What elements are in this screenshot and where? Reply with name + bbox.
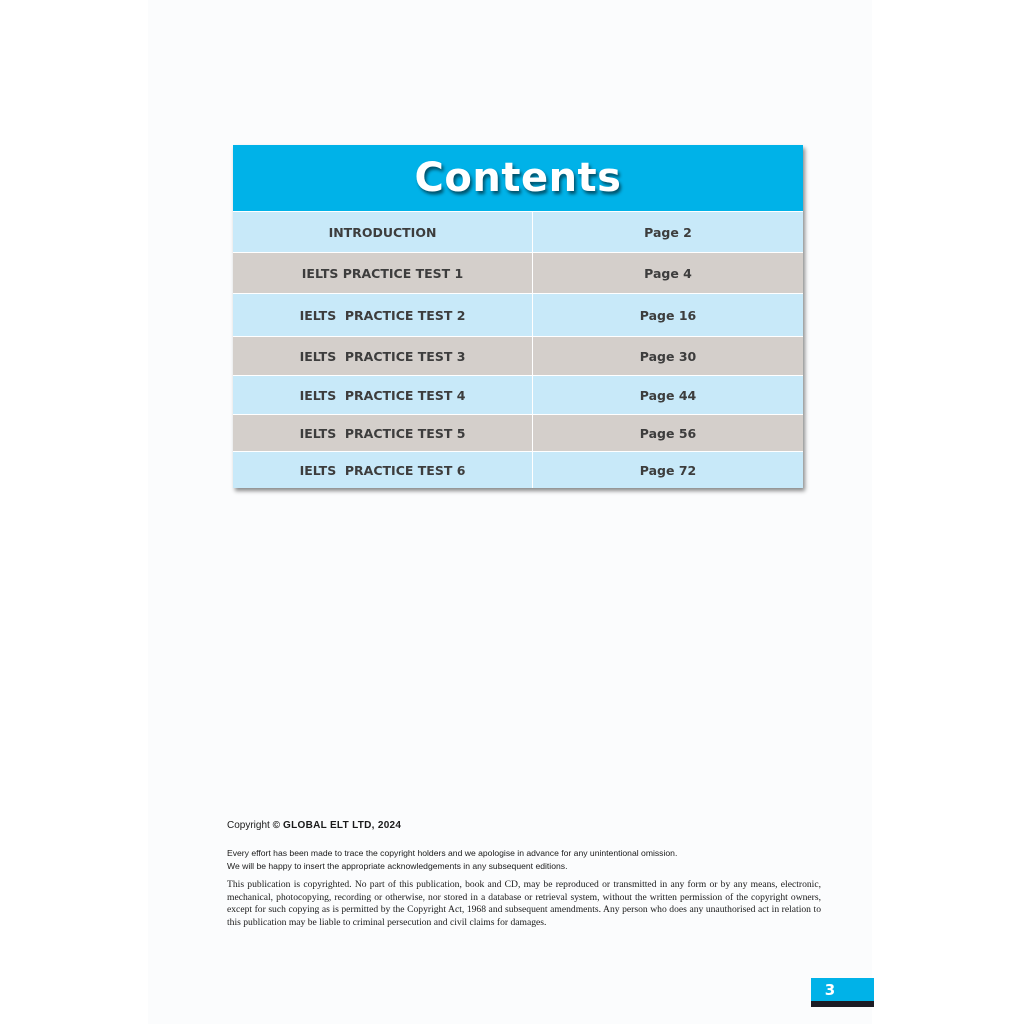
contents-section-name: IELTS PRACTICE TEST 1 bbox=[233, 253, 533, 293]
contents-section-name: IELTS PRACTICE TEST 2 bbox=[233, 294, 533, 336]
contents-section-name: IELTS PRACTICE TEST 6 bbox=[233, 452, 533, 488]
contents-page-ref: Page 30 bbox=[639, 348, 697, 364]
acknowledgement-line-2: We will be happy to insert the appropriate acknowledgements in any subsequent editions. bbox=[227, 860, 568, 871]
contents-rows bbox=[233, 212, 803, 488]
contents-row bbox=[233, 452, 803, 488]
acknowledgement-line-1: Every effort has been made to trace the copyright holders and we apologise in advance for any unintentional omission. bbox=[227, 848, 678, 858]
contents-row bbox=[233, 415, 803, 452]
copyright-owner: GLOBAL ELT LTD, 2024 bbox=[283, 820, 402, 831]
page-number-bar bbox=[811, 1001, 874, 1007]
contents-page-ref: Page 56 bbox=[639, 425, 697, 441]
contents-page-ref: Page 44 bbox=[639, 387, 697, 403]
contents-table bbox=[233, 145, 803, 488]
copyright-line bbox=[227, 820, 827, 831]
contents-section-name: IELTS PRACTICE TEST 4 bbox=[233, 376, 533, 414]
contents-section-name: INTRODUCTION bbox=[233, 212, 533, 252]
contents-row bbox=[233, 337, 803, 376]
contents-header bbox=[233, 145, 803, 212]
contents-row bbox=[233, 294, 803, 337]
contents-row bbox=[233, 376, 803, 415]
contents-page-ref: Page 2 bbox=[644, 224, 692, 240]
contents-page-ref: Page 4 bbox=[644, 265, 692, 281]
contents-page-ref: Page 72 bbox=[639, 462, 697, 478]
contents-section-name: IELTS PRACTICE TEST 5 bbox=[233, 415, 533, 451]
contents-row bbox=[233, 212, 803, 253]
acknowledgement-notice bbox=[227, 847, 827, 872]
footer bbox=[227, 820, 827, 929]
contents-title: Contents bbox=[414, 155, 622, 201]
page-number: 3 bbox=[824, 981, 836, 999]
page-number-badge bbox=[811, 978, 874, 1007]
contents-page-ref: Page 16 bbox=[639, 307, 697, 323]
copyright-symbol: © bbox=[272, 820, 281, 831]
contents-section-name: IELTS PRACTICE TEST 3 bbox=[233, 337, 533, 375]
contents-row bbox=[233, 253, 803, 294]
copyright-label: Copyright bbox=[227, 820, 270, 831]
legal-notice: This publication is copyrighted. No part of this publication, book and CD, may be reproduced or transmitted in any form or by any means, electronic, mechanical, photocopying, recording or otherwise, nor stored in a database or retrieval system, without the written permission of the copyright owners, except for such copying as is permitted by the Copyright Act, 1968 and subsequent amendments. Any person who does any unauthorised act in relation to this publication may be liable to criminal persecution and civil claims for damages. bbox=[227, 879, 821, 928]
